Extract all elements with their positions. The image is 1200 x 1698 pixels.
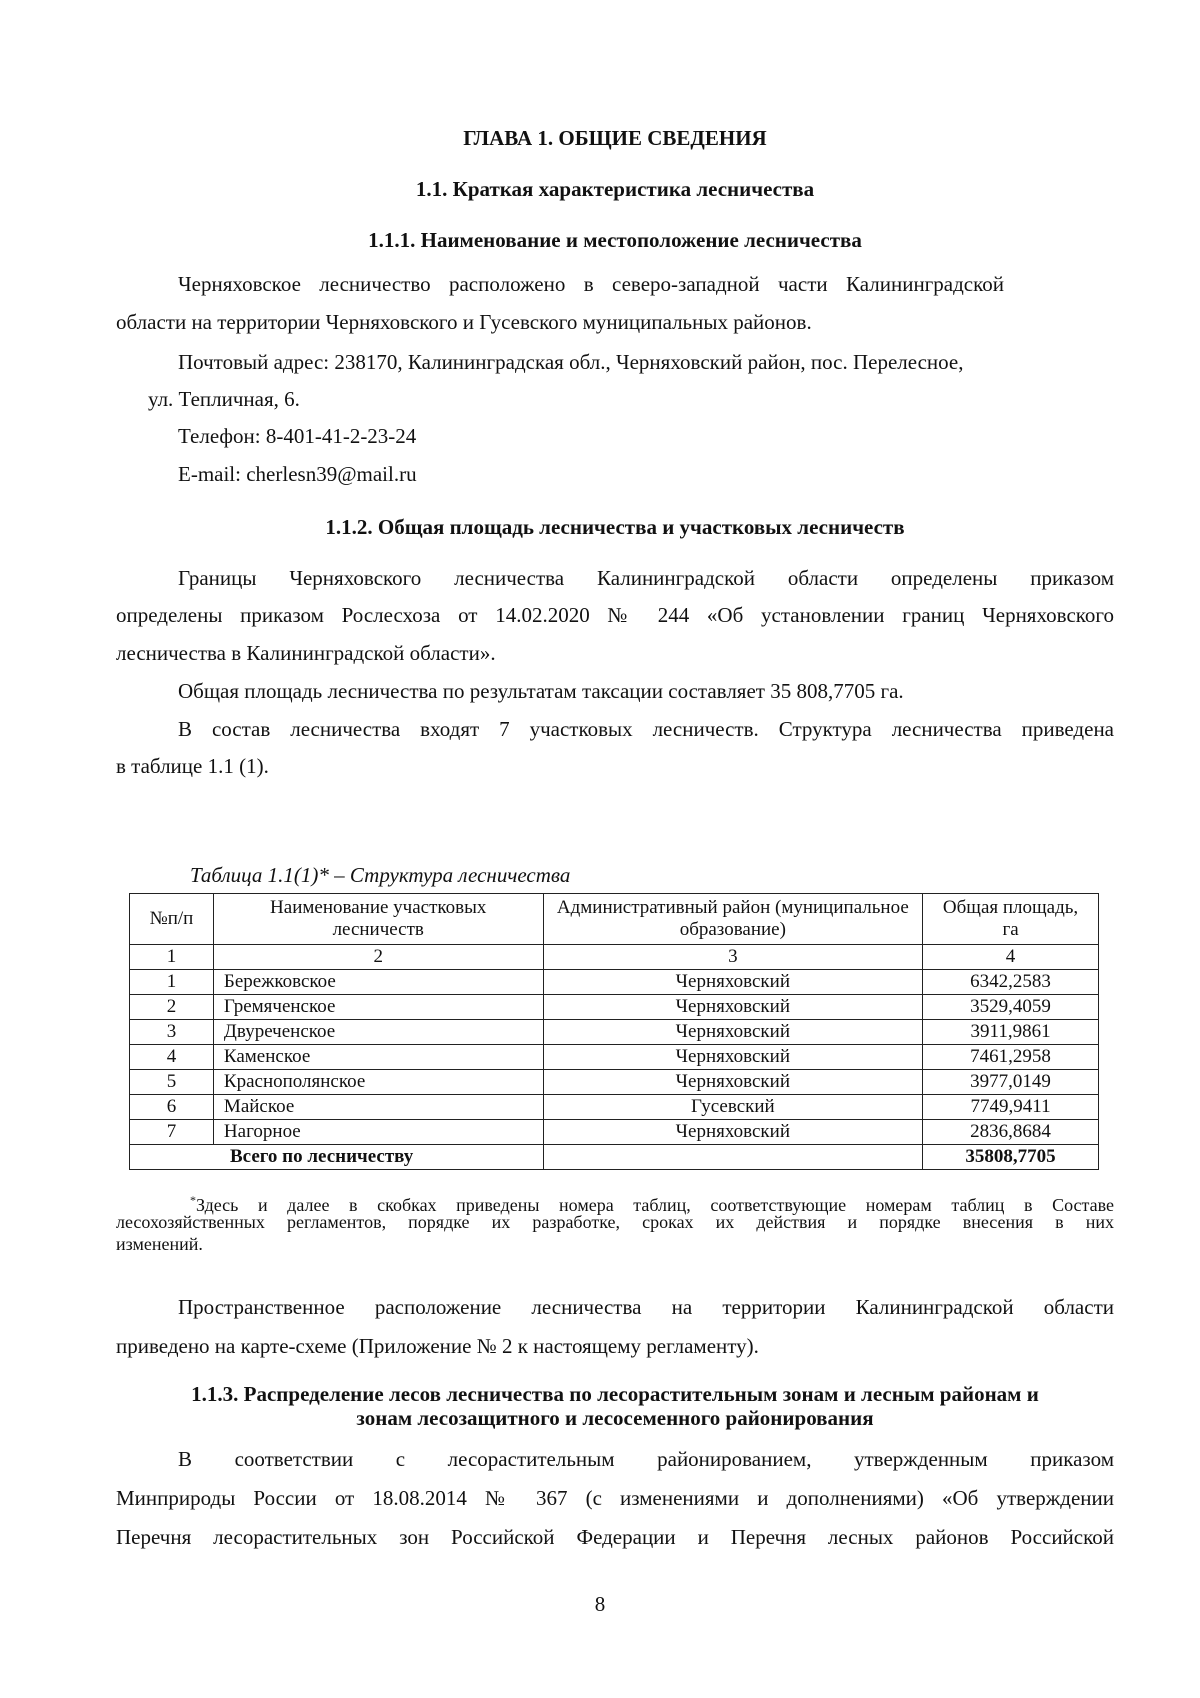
total-value: 35808,7705 bbox=[923, 1145, 1099, 1170]
row-number: 1 bbox=[130, 970, 214, 995]
column-number: 1 bbox=[130, 945, 214, 970]
location-line-2: области на территории Черняховского и Гусевского муниципальных районов. bbox=[116, 310, 812, 334]
address-line-2: ул. Тепличная, 6. bbox=[148, 387, 300, 411]
column-number-row bbox=[130, 945, 1099, 970]
table-row bbox=[130, 1020, 1099, 1045]
footnote-line-3: изменений. bbox=[116, 1234, 203, 1254]
column-number: 4 bbox=[923, 945, 1099, 970]
email-line: E-mail: cherlesn39@mail.ru bbox=[178, 462, 417, 486]
district: Гусевский bbox=[543, 1095, 923, 1120]
area-paragraph-line-1: Границы Черняховского лесничества Калининградской области определены приказом bbox=[178, 566, 1114, 590]
zones-line-3: Перечня лесорастительных зон Российской Федерации и Перечня лесных районов Российской bbox=[116, 1525, 1114, 1549]
section-1-1-heading: 1.1. Краткая характеристика лесничества bbox=[415, 177, 815, 201]
phone-line: Телефон: 8-401-41-2-23-24 bbox=[178, 424, 417, 448]
forestry-name: Краснополянское bbox=[213, 1070, 543, 1095]
spatial-line-2: приведено на карте-схеме (Приложение № 2 к настоящему регламенту). bbox=[116, 1334, 759, 1358]
footnote-mark: * bbox=[190, 1193, 196, 1207]
district: Черняховский bbox=[543, 1070, 923, 1095]
location-line-1: Черняховское лесничество расположено в северо-западной части Калининградской bbox=[178, 272, 1004, 296]
area-value: 3977,0149 bbox=[923, 1070, 1099, 1095]
table-row bbox=[130, 1095, 1099, 1120]
forestry-name: Двуреченское bbox=[213, 1020, 543, 1045]
chapter-title: ГЛАВА 1. ОБЩИЕ СВЕДЕНИЯ bbox=[463, 126, 767, 150]
spatial-line-1: Пространственное расположение лесничества на территории Калининградской области bbox=[178, 1295, 1114, 1319]
total-row bbox=[130, 1145, 1099, 1170]
footnote-line-2: лесохозяйственных регламентов, порядке их разработке, сроках их действия и порядке внесения в них bbox=[116, 1212, 1114, 1232]
district: Черняховский bbox=[543, 1045, 923, 1070]
area-value: 3529,4059 bbox=[923, 995, 1099, 1020]
header-area: Общая площадь, га bbox=[923, 894, 1099, 945]
header-district: Административный район (муниципальное образование) bbox=[543, 894, 923, 945]
area-paragraph-line-3: лесничества в Калининградской области». bbox=[116, 641, 496, 665]
section-1-1-3-heading-line-1: 1.1.3. Распределение лесов лесничества по лесорастительным зонам и лесным районам и bbox=[191, 1382, 1039, 1406]
forestry-name: Нагорное bbox=[213, 1120, 543, 1145]
footnote-line-1: *Здесь и далее в скобках приведены номера таблиц, соответствующие номерам таблиц в Составе bbox=[190, 1193, 1114, 1215]
forestry-name: Каменское bbox=[213, 1045, 543, 1070]
forestry-structure-table bbox=[129, 893, 1099, 1170]
row-number: 3 bbox=[130, 1020, 214, 1045]
section-1-1-1-heading: 1.1.1. Наименование и местоположение лесничества bbox=[368, 228, 862, 252]
area-value: 7461,2958 bbox=[923, 1045, 1099, 1070]
row-number: 7 bbox=[130, 1120, 214, 1145]
column-number: 2 bbox=[213, 945, 543, 970]
total-empty-cell bbox=[543, 1145, 923, 1170]
column-number: 3 bbox=[543, 945, 923, 970]
area-value: 6342,2583 bbox=[923, 970, 1099, 995]
forestry-name: Бережковское bbox=[213, 970, 543, 995]
header-number: №п/п bbox=[130, 894, 214, 945]
area-value: 3911,9861 bbox=[923, 1020, 1099, 1045]
district: Черняховский bbox=[543, 970, 923, 995]
row-number: 5 bbox=[130, 1070, 214, 1095]
forestry-name: Майское bbox=[213, 1095, 543, 1120]
area-paragraph-line-2: определены приказом Рослесхоза от 14.02.2020 № 244 «Об установлении границ Черняховского bbox=[116, 603, 1114, 627]
table-caption: Таблица 1.1(1)* – Структура лесничества bbox=[190, 863, 571, 887]
table-row bbox=[130, 1120, 1099, 1145]
address-line-1: Почтовый адрес: 238170, Калининградская обл., Черняховский район, пос. Перелесное, bbox=[178, 350, 964, 374]
zones-line-2: Минприроды России от 18.08.2014 № 367 (с изменениями и дополнениями) «Об утверждении bbox=[116, 1486, 1114, 1510]
header-name: Наименование участковых лесничеств bbox=[213, 894, 543, 945]
table-row bbox=[130, 1070, 1099, 1095]
structure-paragraph-line-1: В состав лесничества входят 7 участковых лесничеств. Структура лесничества приведена bbox=[178, 717, 1114, 741]
total-label: Всего по лесничеству bbox=[130, 1145, 544, 1170]
structure-paragraph-line-2: в таблице 1.1 (1). bbox=[116, 754, 269, 778]
area-value: 7749,9411 bbox=[923, 1095, 1099, 1120]
table-row bbox=[130, 995, 1099, 1020]
row-number: 2 bbox=[130, 995, 214, 1020]
total-area-sentence: Общая площадь лесничества по результатам таксации составляет 35 808,7705 га. bbox=[178, 679, 904, 703]
table-row bbox=[130, 1045, 1099, 1070]
section-1-1-3-heading-line-2: зонам лесозащитного и лесосеменного районирования bbox=[356, 1406, 874, 1430]
row-number: 6 bbox=[130, 1095, 214, 1120]
district: Черняховский bbox=[543, 1020, 923, 1045]
district: Черняховский bbox=[543, 1120, 923, 1145]
area-value: 2836,8684 bbox=[923, 1120, 1099, 1145]
district: Черняховский bbox=[543, 995, 923, 1020]
forestry-name: Гремяченское bbox=[213, 995, 543, 1020]
page-number: 8 bbox=[594, 1592, 606, 1616]
section-1-1-2-heading: 1.1.2. Общая площадь лесничества и участковых лесничеств bbox=[325, 515, 905, 539]
row-number: 4 bbox=[130, 1045, 214, 1070]
table-header-row bbox=[130, 894, 1099, 945]
table-row bbox=[130, 970, 1099, 995]
zones-line-1: В соответствии с лесорастительным районированием, утвержденным приказом bbox=[178, 1447, 1114, 1471]
